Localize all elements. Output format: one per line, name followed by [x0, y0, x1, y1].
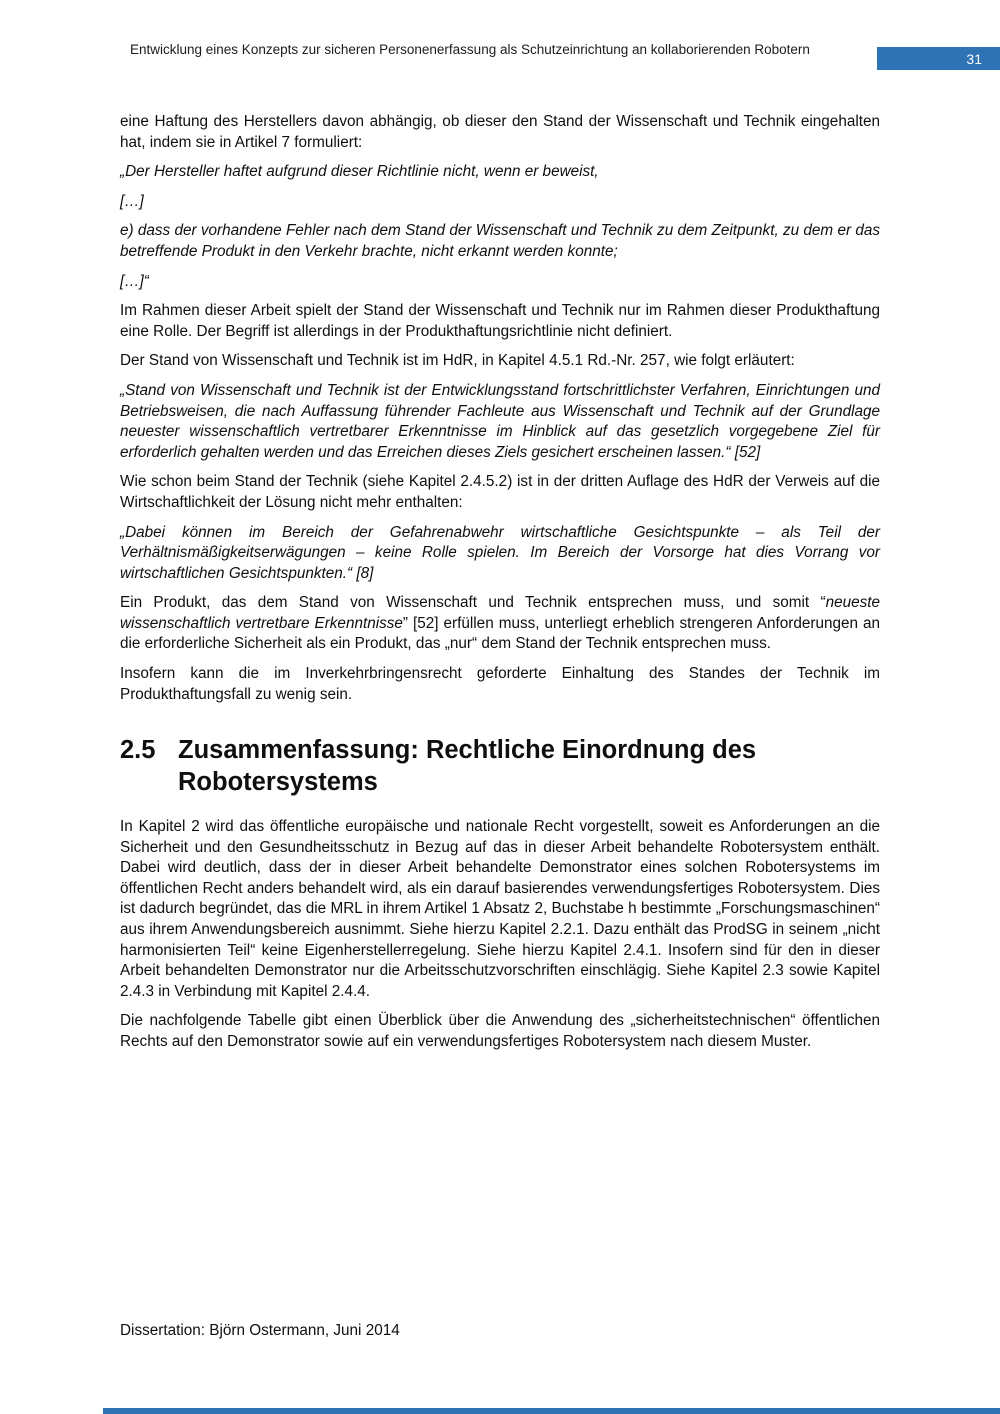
document-body — [120, 112, 880, 1062]
italic-text-run: „Der Hersteller haftet aufgrund dieser Richtlinie nicht, wenn er beweist, — [120, 163, 599, 181]
text-run: Insofern kann die im Inverkehrbringensrecht geforderte Einhaltung des Standes der Technik im Produkthaftungsfall zu wenig sein. — [120, 665, 880, 703]
section-heading — [120, 735, 880, 799]
text-run: Ein Produkt, das dem Stand von Wissenschaft und Technik entsprechen muss, und somit “ — [120, 594, 826, 612]
quote-paragraph — [120, 162, 880, 183]
page-header — [130, 40, 1000, 88]
quote-paragraph — [120, 272, 880, 293]
section-heading-text: Zusammenfassung: Rechtliche Einordnung des Robotersystems — [178, 736, 757, 797]
body-paragraph — [120, 1011, 880, 1052]
quote-paragraph — [120, 192, 880, 213]
running-header-title: Entwicklung eines Konzepts zur sicheren Personenerfassung als Schutzeinrichtung an kollaborierenden Robotern — [130, 42, 810, 57]
italic-text-run: „Dabei können im Bereich der Gefahrenabwehr wirtschaftliche Gesichtspunkte – als Teil der Verhältnismäßigkeitserwägungen – keine Rolle spielen. Im Bereich der Vorsorge hat dies Vorrang vor wirtschaftlichen Gesichtspunkten.“ [8] — [120, 523, 880, 582]
italic-text-run: neueste wissenschaftlich vertretbare Erkenntnisse — [120, 594, 880, 632]
body-paragraph — [120, 301, 880, 342]
footer-text: Dissertation: Björn Ostermann, Juni 2014 — [120, 1322, 400, 1339]
italic-text-run: e) dass der vorhandene Fehler nach dem Stand der Wissenschaft und Technik zu dem Zeitpunkt, zu dem er das betreffende Produkt in den Verkehr brachte, nicht erkannt werden konnte; — [120, 222, 880, 260]
text-run: eine Haftung des Herstellers davon abhängig, ob dieser den Stand der Wissenschaft und Technik eingehalten hat, indem sie in Artikel 7 formuliert: — [120, 113, 880, 151]
text-run: In Kapitel 2 wird das öffentliche europäische und nationale Recht vorgestellt, soweit es Anforderungen an die Sicherheit und den Gesundheitsschutz in Bezug auf das in dieser Arbeit behandelte Robotersystem enthält. Dabei wird deutlich, dass der in dieser Arbeit behandelte Demonstrator eines solchen Robotersystems im öffentlichen Recht anders behandelt wird, als ein darauf basierendes verwendungsfertiges Robotersystem. Dies ist dadurch begründet, das die MRL in ihrem Artikel 1 Absatz 2, Buchstabe h bestimmte „Forschungsmaschinen“ aus ihrem Anwendungsbereich ausnimmt. Siehe hierzu Kapitel 2.2.1. Dazu enthält das ProdSG in seinem „nicht harmonisierten Teil“ keine Eigenherstellerregelung. Siehe hierzu Kapitel 2.4.1. Insofern sind für den in dieser Arbeit behandelten Demonstrator nur die Arbeitsschutzvorschriften einschlägig. Siehe Kapitel 2.3 sowie Kapitel 2.4.3 in Verbindung mit Kapitel 2.4.4. — [120, 818, 880, 1000]
body-paragraph — [120, 664, 880, 705]
body-paragraph — [120, 817, 880, 1002]
section-heading-number: 2.5 — [120, 736, 156, 765]
body-paragraph — [120, 351, 880, 372]
body-paragraph — [120, 593, 880, 655]
text-run: Die nachfolgende Tabelle gibt einen Überblick über die Anwendung des „sicherheitstechnischen“ öffentlichen Rechts auf den Demonstrator sowie auf ein verwendungsfertiges Robotersystem nach diesem Muster. — [120, 1012, 880, 1050]
text-run: Der Stand von Wissenschaft und Technik ist im HdR, in Kapitel 4.5.1 Rd.-Nr. 257, wie folgt erläutert: — [120, 352, 795, 370]
text-run: Im Rahmen dieser Arbeit spielt der Stand der Wissenschaft und Technik nur im Rahmen dieser Produkthaftung eine Rolle. Der Begriff ist allerdings in der Produkthaftungsrichtlinie nicht definiert. — [120, 302, 880, 340]
italic-text-run: […]“ — [120, 272, 149, 290]
text-run: Wie schon beim Stand der Technik (siehe Kapitel 2.4.5.2) ist in der dritten Auflage des HdR der Verweis auf die Wirtschaftlichkeit der Lösung nicht mehr enthalten: — [120, 473, 880, 511]
body-paragraph — [120, 472, 880, 513]
bottom-accent-rule — [103, 1408, 1000, 1414]
quote-paragraph — [120, 381, 880, 463]
italic-text-run: „Stand von Wissenschaft und Technik ist der Entwicklungsstand fortschrittlichster Verfahren, Einrichtungen und Betriebsweisen, die nach Auffassung führender Fachleute aus Wissenschaft und Technik auf der Grundlage neuester wissenschaftlich vertretbarer Erkenntnisse im Hinblick auf das gesetzlich vorgegebene Ziel für erforderlich gehalten werden und das Erreichen dieses Ziels gesichert erscheinen lassen.“ [52] — [120, 381, 880, 461]
quote-paragraph — [120, 523, 880, 585]
italic-text-run: […] — [120, 192, 144, 210]
page-number-badge: 31 — [877, 47, 1000, 70]
quote-paragraph — [120, 221, 880, 262]
text-run: ” [52] erfüllen muss, unterliegt erheblich strengeren Anforderungen an die erforderliche Sicherheit als ein Produkt, das „nur“ dem Stand der Technik entsprechen muss. — [120, 614, 880, 653]
body-paragraph — [120, 112, 880, 153]
